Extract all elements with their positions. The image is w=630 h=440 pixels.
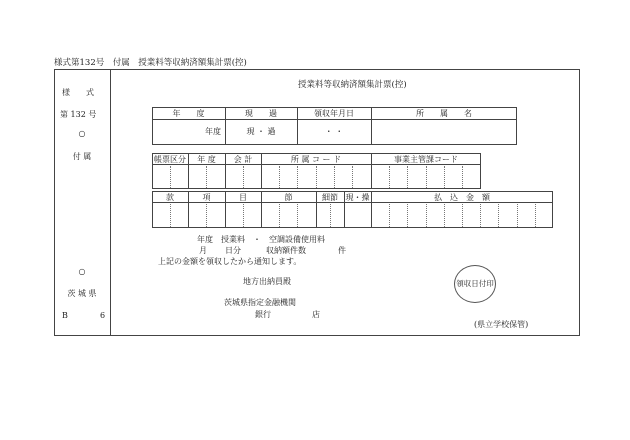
branch-label: 店: [312, 310, 320, 319]
attached-label: 付 属: [72, 152, 92, 161]
header-payment-amount: 払 込 金 額: [434, 193, 490, 202]
stamp-label: 領収日付印: [456, 279, 494, 288]
header-account: 会 計: [233, 155, 253, 164]
prefecture-label: 茨 城 県: [67, 289, 97, 298]
header-current-past: 現 過: [245, 109, 277, 118]
paper-size-number: 6: [100, 311, 106, 320]
style-label: 様 式: [62, 88, 94, 97]
cell-receipt-date: ・ ・: [324, 127, 344, 136]
recipient: 地方出納員殿: [243, 277, 291, 286]
header-kou: 項: [202, 193, 211, 202]
header-fiscal-year: 年 度: [197, 155, 216, 164]
doc-title: 授業料等収納済額集計票(控): [298, 80, 407, 90]
header-gen-sou: 現・操: [345, 193, 370, 202]
notice-line: 上記の金額を領収したから通知します。: [158, 257, 302, 266]
form-number: 第 132 号: [60, 110, 97, 119]
header-receipt-date: 領収年月日: [314, 109, 354, 118]
header-kan: 款: [166, 193, 174, 202]
keeper-note: (県立学校保管): [474, 320, 529, 329]
side-divider: [110, 69, 111, 336]
header-form-category: 帳票区分: [154, 155, 186, 164]
cell-year: 年度: [205, 127, 221, 136]
count-label: 収納額件数: [266, 246, 306, 255]
header-department-code: 所 属 コ ー ド: [290, 155, 342, 164]
count-unit: 件: [338, 246, 346, 255]
circle-mark: ○: [78, 129, 86, 138]
bank-label: 銀行: [255, 310, 271, 319]
circle-mark-2: ○: [78, 267, 86, 276]
header-setsu: 節: [284, 193, 293, 202]
month-label: 月: [199, 246, 207, 255]
header-moku: 目: [239, 193, 247, 202]
header-saisetsu: 細節: [322, 193, 338, 202]
header-department: 所 属 名: [416, 109, 472, 118]
fee-line: 年度 授業料 ・ 空調設備使用料: [197, 235, 325, 244]
designated-bank: 茨城県指定金融機関: [224, 298, 296, 307]
form-header: 様式第132号 付属 授業料等収納済額集計票(控): [54, 58, 247, 68]
day-label: 日分: [225, 246, 241, 255]
header-division-code: 事業主管課コード: [394, 155, 458, 164]
cell-current-past: 現 ・ 過: [246, 127, 276, 136]
header-year: 年 度: [172, 109, 205, 118]
paper-size-letter: B: [62, 311, 68, 320]
